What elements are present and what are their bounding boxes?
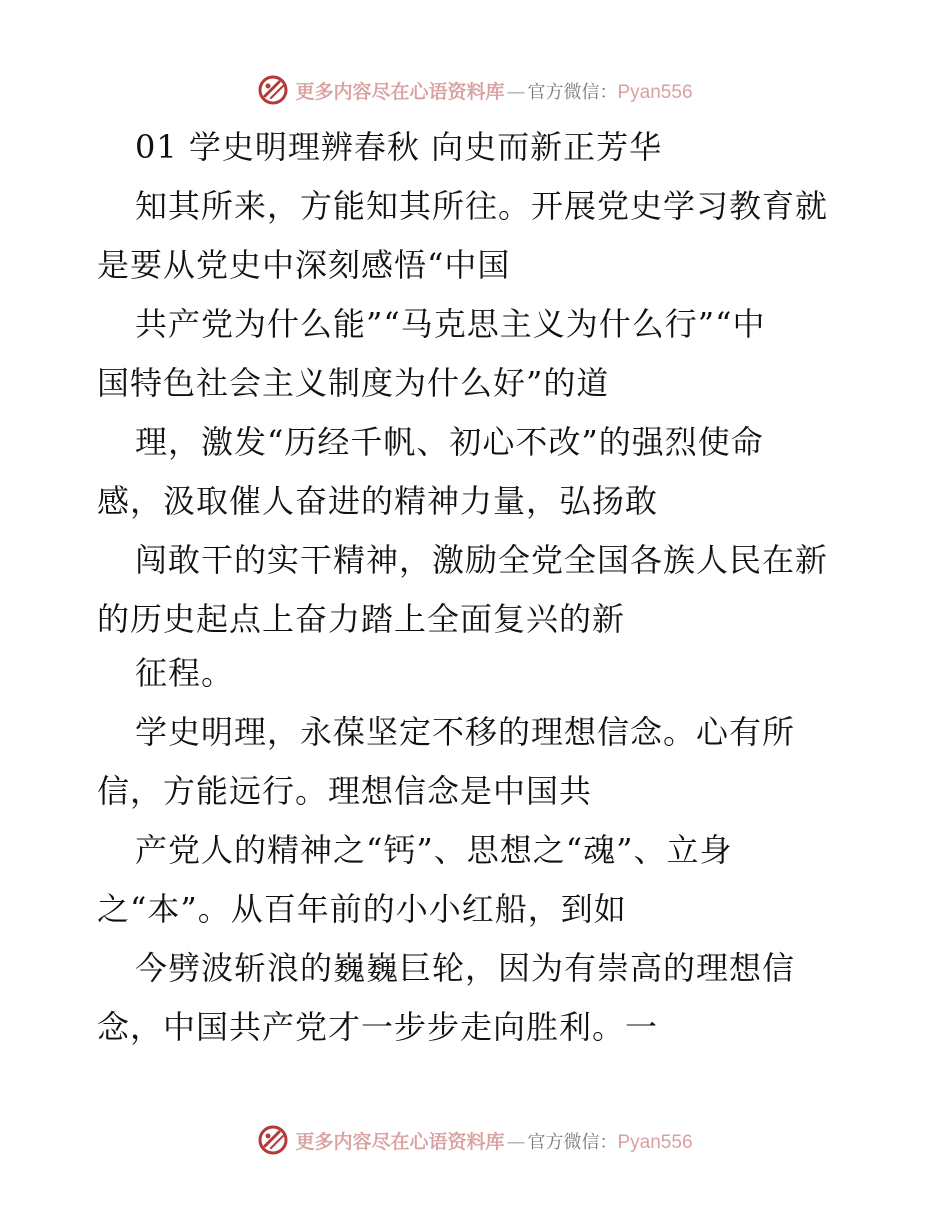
- text-line: 国特色社会主义制度为什么好”的道: [97, 364, 610, 402]
- text-line: 念，中国共产党才一步步走向胜利。一: [97, 1008, 659, 1046]
- watermark-wechat-label: 官方微信：: [527, 1131, 618, 1153]
- watermark-separator: —: [506, 80, 526, 103]
- text-line: 学史明理，永葆坚定不移的理想信念。心有所: [135, 713, 796, 751]
- text-line: 共产党为什么能”“马克思主义为什么行”“中: [135, 305, 766, 343]
- watermark-separator: —: [506, 1130, 526, 1153]
- text-line: 闯敢干的实干精神，激励全党全国各族人民在新: [135, 541, 829, 579]
- text-line: 信，方能远行。理想信念是中国共: [97, 772, 593, 810]
- watermark-main: 更多内容尽在心语资料库: [295, 80, 505, 103]
- text-line: 之“本”。从百年前的小小红船，到如: [97, 890, 627, 928]
- section-heading: 01 学史明理辨春秋 向史而新正芳华: [135, 128, 663, 166]
- watermark-wechat-id: Pyan556: [617, 81, 693, 103]
- watermark-wechat-label: 官方微信：: [527, 81, 618, 103]
- text-line: 理，激发“历经千帆、初心不改”的强烈使命: [135, 423, 764, 461]
- watermark-wechat-id: Pyan556: [617, 1131, 693, 1153]
- watermark-text: [295, 1127, 692, 1154]
- text-line: 感，汲取催人奋进的精神力量，弘扬敢: [97, 482, 659, 520]
- footer-watermark: [0, 1120, 950, 1160]
- text-line: 征程。: [135, 654, 235, 692]
- text-line: 今劈波斩浪的巍巍巨轮，因为有崇高的理想信: [135, 949, 796, 987]
- text-line: 的历史起点上奋力踏上全面复兴的新: [97, 600, 626, 638]
- logo-icon: [257, 1124, 289, 1156]
- watermark-main: 更多内容尽在心语资料库: [295, 1130, 505, 1153]
- text-line: 知其所来，方能知其所往。开展党史学习教育就: [135, 187, 829, 225]
- text-line: 产党人的精神之“钙”、思想之“魂”、立身: [135, 831, 733, 869]
- text-line: 是要从党史中深刻感悟“中国: [97, 246, 511, 284]
